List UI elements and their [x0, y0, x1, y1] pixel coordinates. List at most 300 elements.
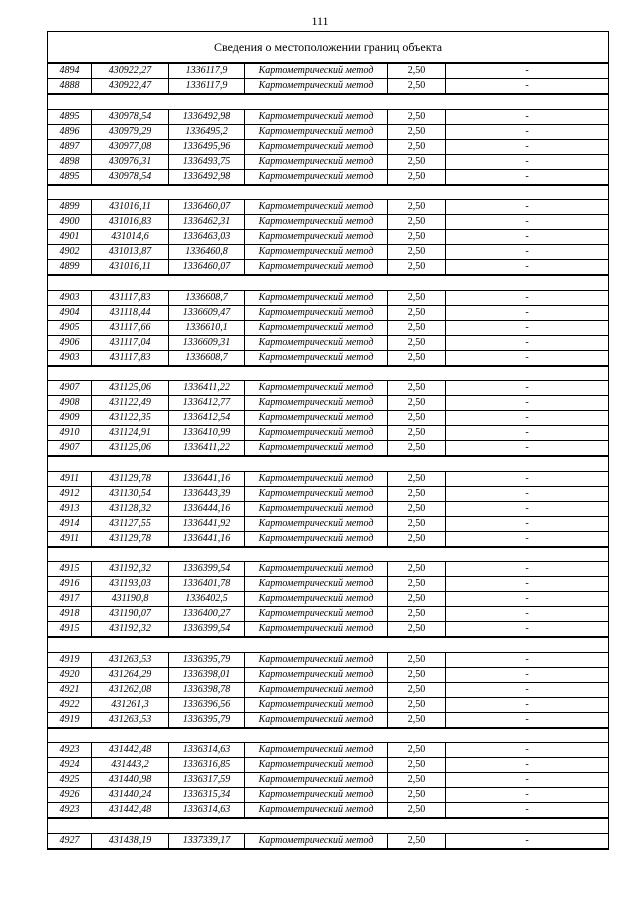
table-row	[48, 200, 609, 215]
accuracy-cell: 2,50	[388, 63, 446, 79]
description-cell: -	[446, 667, 609, 682]
table-row	[48, 305, 609, 320]
description-cell: -	[446, 486, 609, 501]
point-number-cell: 4923	[48, 743, 92, 758]
accuracy-cell: 2,50	[388, 773, 446, 788]
point-number-cell: 4899	[48, 200, 92, 215]
table-row	[48, 441, 609, 457]
table-row	[48, 743, 609, 758]
table-row	[48, 773, 609, 788]
method-cell: Картометрический метод	[245, 622, 388, 638]
description-cell: -	[446, 245, 609, 260]
method-cell: Картометрический метод	[245, 667, 388, 682]
description-cell: -	[446, 682, 609, 697]
y-coordinate-cell: 1336399,54	[169, 622, 245, 638]
description-cell: -	[446, 200, 609, 215]
y-coordinate-cell: 1336441,16	[169, 471, 245, 486]
description-cell: -	[446, 79, 609, 95]
point-number-cell: 4907	[48, 441, 92, 457]
y-coordinate-cell: 1336460,07	[169, 260, 245, 276]
method-cell: Картометрический метод	[245, 124, 388, 139]
accuracy-cell: 2,50	[388, 486, 446, 501]
method-cell: Картометрический метод	[245, 562, 388, 577]
table-row	[48, 260, 609, 276]
group-spacer-row	[48, 366, 609, 381]
y-coordinate-cell: 1336443,39	[169, 486, 245, 501]
description-cell: -	[446, 516, 609, 531]
description-cell: -	[446, 562, 609, 577]
spacer-cell	[48, 547, 609, 562]
y-coordinate-cell: 1336316,85	[169, 758, 245, 773]
method-cell: Картометрический метод	[245, 441, 388, 457]
method-cell: Картометрический метод	[245, 486, 388, 501]
description-cell: -	[446, 109, 609, 124]
table-row	[48, 109, 609, 124]
table-row	[48, 169, 609, 185]
description-cell: -	[446, 381, 609, 396]
accuracy-cell: 2,50	[388, 833, 446, 849]
point-number-cell: 4899	[48, 260, 92, 276]
point-number-cell: 4919	[48, 652, 92, 667]
description-cell: -	[446, 124, 609, 139]
accuracy-cell: 2,50	[388, 667, 446, 682]
point-number-cell: 4907	[48, 381, 92, 396]
table-row	[48, 350, 609, 366]
method-cell: Картометрический метод	[245, 245, 388, 260]
x-coordinate-cell: 430976,31	[92, 154, 169, 169]
y-coordinate-cell: 1336610,1	[169, 320, 245, 335]
boundary-coordinates-table	[47, 31, 609, 850]
y-coordinate-cell: 1336398,01	[169, 667, 245, 682]
y-coordinate-cell: 1336401,78	[169, 577, 245, 592]
method-cell: Картометрический метод	[245, 758, 388, 773]
table-title-row	[48, 32, 609, 64]
method-cell: Картометрический метод	[245, 531, 388, 547]
table-row	[48, 531, 609, 547]
method-cell: Картометрический метод	[245, 350, 388, 366]
point-number-cell: 4911	[48, 531, 92, 547]
y-coordinate-cell: 1336402,5	[169, 592, 245, 607]
accuracy-cell: 2,50	[388, 200, 446, 215]
method-cell: Картометрический метод	[245, 320, 388, 335]
y-coordinate-cell: 1336441,92	[169, 516, 245, 531]
accuracy-cell: 2,50	[388, 426, 446, 441]
group-spacer-row	[48, 637, 609, 652]
table-row	[48, 592, 609, 607]
point-number-cell: 4905	[48, 320, 92, 335]
x-coordinate-cell: 431117,83	[92, 350, 169, 366]
point-number-cell: 4926	[48, 788, 92, 803]
table-row	[48, 712, 609, 728]
description-cell: -	[446, 350, 609, 366]
x-coordinate-cell: 431016,11	[92, 200, 169, 215]
method-cell: Картометрический метод	[245, 501, 388, 516]
x-coordinate-cell: 431440,98	[92, 773, 169, 788]
accuracy-cell: 2,50	[388, 230, 446, 245]
table-row	[48, 788, 609, 803]
y-coordinate-cell: 1336444,16	[169, 501, 245, 516]
x-coordinate-cell: 431128,32	[92, 501, 169, 516]
method-cell: Картометрический метод	[245, 607, 388, 622]
y-coordinate-cell: 1336398,78	[169, 682, 245, 697]
accuracy-cell: 2,50	[388, 411, 446, 426]
point-number-cell: 4903	[48, 290, 92, 305]
description-cell: -	[446, 230, 609, 245]
method-cell: Картометрический метод	[245, 833, 388, 849]
accuracy-cell: 2,50	[388, 79, 446, 95]
description-cell: -	[446, 441, 609, 457]
point-number-cell: 4915	[48, 562, 92, 577]
x-coordinate-cell: 431014,6	[92, 230, 169, 245]
description-cell: -	[446, 169, 609, 185]
x-coordinate-cell: 431016,83	[92, 215, 169, 230]
accuracy-cell: 2,50	[388, 441, 446, 457]
x-coordinate-cell: 431263,53	[92, 652, 169, 667]
spacer-cell	[48, 818, 609, 833]
y-coordinate-cell: 1336117,9	[169, 63, 245, 79]
method-cell: Картометрический метод	[245, 139, 388, 154]
table-row	[48, 139, 609, 154]
x-coordinate-cell: 430922,27	[92, 63, 169, 79]
description-cell: -	[446, 607, 609, 622]
accuracy-cell: 2,50	[388, 562, 446, 577]
accuracy-cell: 2,50	[388, 516, 446, 531]
point-number-cell: 4903	[48, 350, 92, 366]
method-cell: Картометрический метод	[245, 63, 388, 79]
x-coordinate-cell: 431440,24	[92, 788, 169, 803]
spacer-cell	[48, 728, 609, 743]
x-coordinate-cell: 431117,04	[92, 335, 169, 350]
y-coordinate-cell: 1336412,77	[169, 396, 245, 411]
x-coordinate-cell: 431125,06	[92, 441, 169, 457]
method-cell: Картометрический метод	[245, 577, 388, 592]
x-coordinate-cell: 431130,54	[92, 486, 169, 501]
accuracy-cell: 2,50	[388, 381, 446, 396]
table-row	[48, 245, 609, 260]
x-coordinate-cell: 430977,08	[92, 139, 169, 154]
x-coordinate-cell: 430979,29	[92, 124, 169, 139]
accuracy-cell: 2,50	[388, 531, 446, 547]
x-coordinate-cell: 430978,54	[92, 169, 169, 185]
accuracy-cell: 2,50	[388, 124, 446, 139]
group-spacer-row	[48, 94, 609, 109]
x-coordinate-cell: 431127,55	[92, 516, 169, 531]
description-cell: -	[446, 697, 609, 712]
point-number-cell: 4919	[48, 712, 92, 728]
point-number-cell: 4906	[48, 335, 92, 350]
description-cell: -	[446, 320, 609, 335]
description-cell: -	[446, 577, 609, 592]
point-number-cell: 4920	[48, 667, 92, 682]
table-row	[48, 124, 609, 139]
table-row	[48, 516, 609, 531]
y-coordinate-cell: 1336462,31	[169, 215, 245, 230]
table-row	[48, 230, 609, 245]
table-row	[48, 501, 609, 516]
method-cell: Картометрический метод	[245, 305, 388, 320]
point-number-cell: 4923	[48, 803, 92, 819]
description-cell: -	[446, 471, 609, 486]
point-number-cell: 4900	[48, 215, 92, 230]
accuracy-cell: 2,50	[388, 215, 446, 230]
table-row	[48, 290, 609, 305]
accuracy-cell: 2,50	[388, 501, 446, 516]
y-coordinate-cell: 1336314,63	[169, 743, 245, 758]
description-cell: -	[446, 622, 609, 638]
x-coordinate-cell: 431192,32	[92, 622, 169, 638]
point-number-cell: 4915	[48, 622, 92, 638]
accuracy-cell: 2,50	[388, 169, 446, 185]
x-coordinate-cell: 431193,03	[92, 577, 169, 592]
description-cell: -	[446, 260, 609, 276]
method-cell: Картометрический метод	[245, 788, 388, 803]
y-coordinate-cell: 1336314,63	[169, 803, 245, 819]
point-number-cell: 4912	[48, 486, 92, 501]
method-cell: Картометрический метод	[245, 200, 388, 215]
y-coordinate-cell: 1336608,7	[169, 290, 245, 305]
method-cell: Картометрический метод	[245, 109, 388, 124]
y-coordinate-cell: 1336608,7	[169, 350, 245, 366]
table-row	[48, 154, 609, 169]
x-coordinate-cell: 431190,8	[92, 592, 169, 607]
method-cell: Картометрический метод	[245, 803, 388, 819]
x-coordinate-cell: 431016,11	[92, 260, 169, 276]
point-number-cell: 4921	[48, 682, 92, 697]
method-cell: Картометрический метод	[245, 381, 388, 396]
table-row	[48, 622, 609, 638]
accuracy-cell: 2,50	[388, 320, 446, 335]
accuracy-cell: 2,50	[388, 682, 446, 697]
spacer-cell	[48, 637, 609, 652]
x-coordinate-cell: 431442,48	[92, 803, 169, 819]
y-coordinate-cell: 1336396,56	[169, 697, 245, 712]
y-coordinate-cell: 1336399,54	[169, 562, 245, 577]
y-coordinate-cell: 1337339,17	[169, 833, 245, 849]
point-number-cell: 4914	[48, 516, 92, 531]
description-cell: -	[446, 833, 609, 849]
method-cell: Картометрический метод	[245, 592, 388, 607]
accuracy-cell: 2,50	[388, 396, 446, 411]
description-cell: -	[446, 788, 609, 803]
table-row	[48, 79, 609, 95]
table-row	[48, 63, 609, 79]
method-cell: Картометрический метод	[245, 652, 388, 667]
method-cell: Картометрический метод	[245, 260, 388, 276]
point-number-cell: 4888	[48, 79, 92, 95]
y-coordinate-cell: 1336395,79	[169, 652, 245, 667]
accuracy-cell: 2,50	[388, 697, 446, 712]
point-number-cell: 4925	[48, 773, 92, 788]
accuracy-cell: 2,50	[388, 607, 446, 622]
point-number-cell: 4917	[48, 592, 92, 607]
table-row	[48, 335, 609, 350]
method-cell: Картометрический метод	[245, 743, 388, 758]
method-cell: Картометрический метод	[245, 79, 388, 95]
method-cell: Картометрический метод	[245, 335, 388, 350]
x-coordinate-cell: 431443,2	[92, 758, 169, 773]
table-row	[48, 486, 609, 501]
group-spacer-row	[48, 185, 609, 200]
method-cell: Картометрический метод	[245, 682, 388, 697]
description-cell: -	[446, 712, 609, 728]
description-cell: -	[446, 411, 609, 426]
spacer-cell	[48, 366, 609, 381]
spacer-cell	[48, 456, 609, 471]
y-coordinate-cell: 1336609,31	[169, 335, 245, 350]
y-coordinate-cell: 1336495,2	[169, 124, 245, 139]
description-cell: -	[446, 63, 609, 79]
x-coordinate-cell: 431129,78	[92, 471, 169, 486]
table-row	[48, 426, 609, 441]
description-cell: -	[446, 592, 609, 607]
table-row	[48, 667, 609, 682]
x-coordinate-cell: 431117,66	[92, 320, 169, 335]
accuracy-cell: 2,50	[388, 712, 446, 728]
point-number-cell: 4924	[48, 758, 92, 773]
accuracy-cell: 2,50	[388, 154, 446, 169]
method-cell: Картометрический метод	[245, 516, 388, 531]
group-spacer-row	[48, 818, 609, 833]
accuracy-cell: 2,50	[388, 743, 446, 758]
accuracy-cell: 2,50	[388, 350, 446, 366]
x-coordinate-cell: 431261,3	[92, 697, 169, 712]
point-number-cell: 4896	[48, 124, 92, 139]
point-number-cell: 4922	[48, 697, 92, 712]
spacer-cell	[48, 185, 609, 200]
y-coordinate-cell: 1336495,96	[169, 139, 245, 154]
description-cell: -	[446, 215, 609, 230]
x-coordinate-cell: 430978,54	[92, 109, 169, 124]
spacer-cell	[48, 275, 609, 290]
point-number-cell: 4901	[48, 230, 92, 245]
method-cell: Картометрический метод	[245, 712, 388, 728]
x-coordinate-cell: 431262,08	[92, 682, 169, 697]
accuracy-cell: 2,50	[388, 245, 446, 260]
point-number-cell: 4904	[48, 305, 92, 320]
point-number-cell: 4910	[48, 426, 92, 441]
table-row	[48, 607, 609, 622]
x-coordinate-cell: 431129,78	[92, 531, 169, 547]
table-row	[48, 396, 609, 411]
description-cell: -	[446, 652, 609, 667]
x-coordinate-cell: 431192,32	[92, 562, 169, 577]
y-coordinate-cell: 1336441,16	[169, 531, 245, 547]
y-coordinate-cell: 1336410,99	[169, 426, 245, 441]
y-coordinate-cell: 1336317,59	[169, 773, 245, 788]
accuracy-cell: 2,50	[388, 592, 446, 607]
y-coordinate-cell: 1336492,98	[169, 169, 245, 185]
y-coordinate-cell: 1336493,75	[169, 154, 245, 169]
section-title: Сведения о местоположении границ объекта	[48, 32, 609, 64]
point-number-cell: 4895	[48, 109, 92, 124]
table-row	[48, 682, 609, 697]
y-coordinate-cell: 1336412,54	[169, 411, 245, 426]
accuracy-cell: 2,50	[388, 788, 446, 803]
table-row	[48, 833, 609, 849]
table-body	[48, 32, 609, 849]
point-number-cell: 4927	[48, 833, 92, 849]
point-number-cell: 4897	[48, 139, 92, 154]
description-cell: -	[446, 305, 609, 320]
x-coordinate-cell: 431122,49	[92, 396, 169, 411]
table-row	[48, 652, 609, 667]
page-number: 111	[311, 14, 329, 28]
y-coordinate-cell: 1336492,98	[169, 109, 245, 124]
point-number-cell: 4902	[48, 245, 92, 260]
table-row	[48, 697, 609, 712]
point-number-cell: 4898	[48, 154, 92, 169]
y-coordinate-cell: 1336411,22	[169, 441, 245, 457]
method-cell: Картометрический метод	[245, 290, 388, 305]
group-spacer-row	[48, 275, 609, 290]
accuracy-cell: 2,50	[388, 803, 446, 819]
description-cell: -	[446, 743, 609, 758]
x-coordinate-cell: 430922,47	[92, 79, 169, 95]
y-coordinate-cell: 1336609,47	[169, 305, 245, 320]
x-coordinate-cell: 431438,19	[92, 833, 169, 849]
point-number-cell: 4894	[48, 63, 92, 79]
x-coordinate-cell: 431190,07	[92, 607, 169, 622]
accuracy-cell: 2,50	[388, 652, 446, 667]
accuracy-cell: 2,50	[388, 260, 446, 276]
table-row	[48, 562, 609, 577]
accuracy-cell: 2,50	[388, 305, 446, 320]
description-cell: -	[446, 426, 609, 441]
point-number-cell: 4895	[48, 169, 92, 185]
spacer-cell	[48, 94, 609, 109]
table-row	[48, 803, 609, 819]
x-coordinate-cell: 431122,35	[92, 411, 169, 426]
description-cell: -	[446, 803, 609, 819]
description-cell: -	[446, 335, 609, 350]
table-row	[48, 215, 609, 230]
group-spacer-row	[48, 456, 609, 471]
method-cell: Картометрический метод	[245, 426, 388, 441]
accuracy-cell: 2,50	[388, 577, 446, 592]
x-coordinate-cell: 431117,83	[92, 290, 169, 305]
accuracy-cell: 2,50	[388, 335, 446, 350]
point-number-cell: 4908	[48, 396, 92, 411]
table-row	[48, 758, 609, 773]
method-cell: Картометрический метод	[245, 396, 388, 411]
description-cell: -	[446, 139, 609, 154]
group-spacer-row	[48, 547, 609, 562]
accuracy-cell: 2,50	[388, 109, 446, 124]
table-row	[48, 471, 609, 486]
method-cell: Картометрический метод	[245, 773, 388, 788]
accuracy-cell: 2,50	[388, 290, 446, 305]
y-coordinate-cell: 1336463,03	[169, 230, 245, 245]
accuracy-cell: 2,50	[388, 471, 446, 486]
x-coordinate-cell: 431264,29	[92, 667, 169, 682]
x-coordinate-cell: 431124,91	[92, 426, 169, 441]
point-number-cell: 4911	[48, 471, 92, 486]
table-row	[48, 411, 609, 426]
method-cell: Картометрический метод	[245, 411, 388, 426]
y-coordinate-cell: 1336395,79	[169, 712, 245, 728]
point-number-cell: 4909	[48, 411, 92, 426]
point-number-cell: 4913	[48, 501, 92, 516]
method-cell: Картометрический метод	[245, 230, 388, 245]
y-coordinate-cell: 1336400,27	[169, 607, 245, 622]
x-coordinate-cell: 431013,87	[92, 245, 169, 260]
table-row	[48, 381, 609, 396]
method-cell: Картометрический метод	[245, 215, 388, 230]
method-cell: Картометрический метод	[245, 169, 388, 185]
table-row	[48, 320, 609, 335]
point-number-cell: 4916	[48, 577, 92, 592]
accuracy-cell: 2,50	[388, 622, 446, 638]
